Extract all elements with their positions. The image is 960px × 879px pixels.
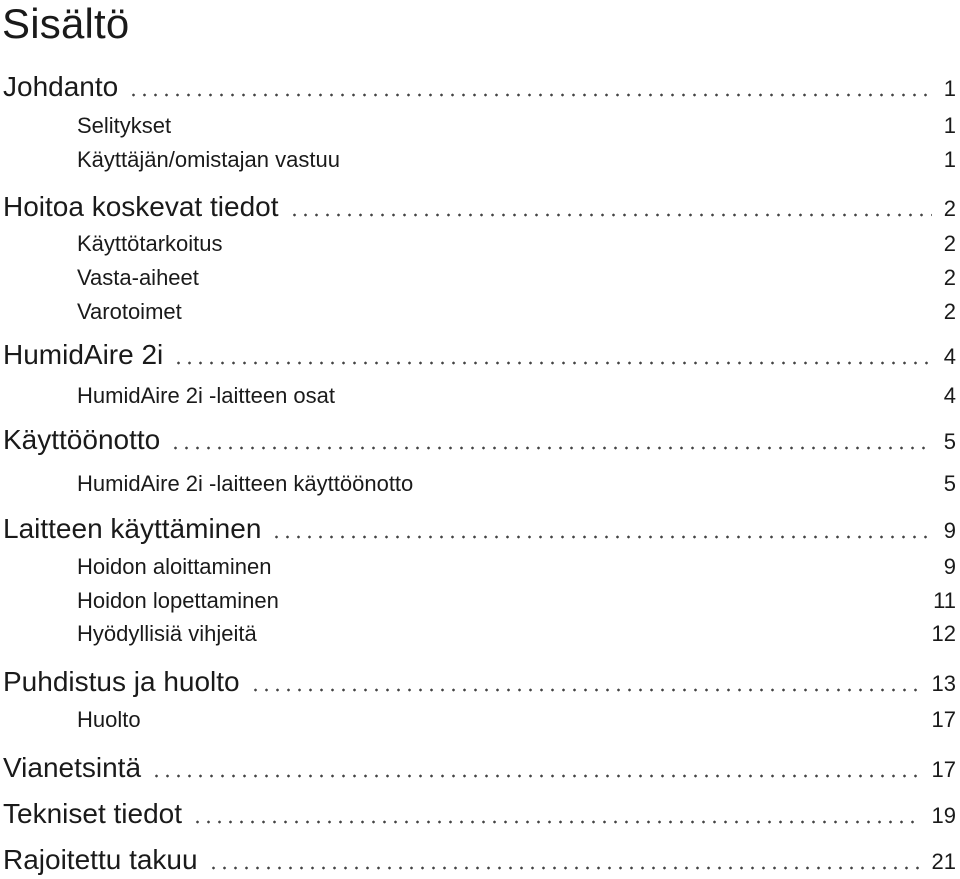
page-number: 21 — [931, 849, 956, 874]
toc-chapter-title: Johdanto — [3, 71, 119, 102]
page-number: 17 — [931, 707, 956, 732]
toc-section-row[interactable] — [0, 706, 960, 734]
page-number: 13 — [931, 671, 956, 696]
toc-chapter-row[interactable] — [0, 190, 960, 226]
page-number: 2 — [943, 299, 956, 324]
toc-section-row[interactable] — [0, 553, 960, 581]
toc-chapter-title: Tekniset tiedot — [3, 798, 182, 829]
page-number: 1 — [943, 76, 956, 101]
toc-section-title: Huolto — [77, 707, 141, 732]
page-number: 1 — [943, 113, 956, 138]
page-number: 5 — [943, 471, 956, 496]
toc-chapter-title: Laitteen käyttäminen — [3, 513, 262, 544]
toc-chapter-title: Käyttöönotto — [3, 424, 161, 455]
toc-chapter-row[interactable] — [0, 338, 960, 374]
toc-section-title: Hyödyllisiä vihjeitä — [77, 621, 257, 646]
page-number: 4 — [943, 383, 956, 408]
toc-chapter-row[interactable] — [0, 797, 960, 833]
toc-chapter-row[interactable] — [0, 512, 960, 548]
page-number: 12 — [931, 621, 956, 646]
page-number: 11 — [933, 588, 956, 613]
toc-section-row[interactable] — [0, 264, 960, 292]
dot-leader — [151, 774, 919, 778]
page-number: 2 — [943, 265, 956, 290]
page-number: 1 — [943, 147, 956, 172]
page-number: 4 — [943, 344, 956, 369]
page-number: 2 — [943, 196, 956, 221]
toc-section-row[interactable] — [0, 620, 960, 648]
toc-section-row[interactable] — [0, 146, 960, 174]
dot-leader — [170, 446, 932, 450]
dot-leader — [192, 820, 920, 824]
toc-section-row[interactable] — [0, 230, 960, 258]
dot-leader — [289, 213, 932, 217]
toc-section-title: Käyttäjän/omistajan vastuu — [77, 147, 340, 172]
toc-section-title: Vasta-aiheet — [77, 265, 199, 290]
toc-chapter-row[interactable] — [0, 751, 960, 787]
toc-section-row[interactable] — [0, 470, 960, 498]
toc-chapter-title: Rajoitettu takuu — [3, 844, 198, 875]
page-title: Sisältö — [2, 0, 130, 47]
toc-chapter-title: HumidAire 2i — [3, 339, 164, 370]
dot-leader — [271, 535, 931, 539]
dot-leader — [208, 866, 920, 870]
dot-leader — [128, 93, 932, 97]
page-number: 5 — [943, 429, 956, 454]
page-number: 2 — [943, 231, 956, 256]
page-number: 9 — [943, 554, 956, 579]
page-number: 9 — [943, 518, 956, 543]
page-number: 19 — [931, 803, 956, 828]
toc-section-title: Hoidon lopettaminen — [77, 588, 279, 613]
dot-leader — [173, 361, 931, 365]
toc-section-row[interactable] — [0, 112, 960, 140]
toc-chapter-title: Puhdistus ja huolto — [3, 666, 240, 697]
dot-leader — [250, 688, 920, 692]
toc-chapter-row[interactable] — [0, 70, 960, 106]
toc-section-title: Selitykset — [77, 113, 172, 138]
toc-chapter-title: Vianetsintä — [3, 752, 142, 783]
toc-chapter-row[interactable] — [0, 423, 960, 459]
toc-section-title: HumidAire 2i -laitteen osat — [77, 383, 336, 408]
toc-chapter-row[interactable] — [0, 665, 960, 701]
toc-section-title: HumidAire 2i -laitteen käyttöönotto — [77, 471, 414, 496]
toc-section-row[interactable] — [0, 382, 960, 410]
toc-section-title: Käyttötarkoitus — [77, 231, 223, 256]
toc-chapter-row[interactable] — [0, 843, 960, 879]
toc-section-row[interactable] — [0, 587, 960, 615]
toc-chapter-title: Hoitoa koskevat tiedot — [3, 191, 279, 222]
toc-section-row[interactable] — [0, 298, 960, 326]
toc-section-title: Hoidon aloittaminen — [77, 554, 272, 579]
toc-section-title: Varotoimet — [77, 299, 182, 324]
page-number: 17 — [931, 757, 956, 782]
